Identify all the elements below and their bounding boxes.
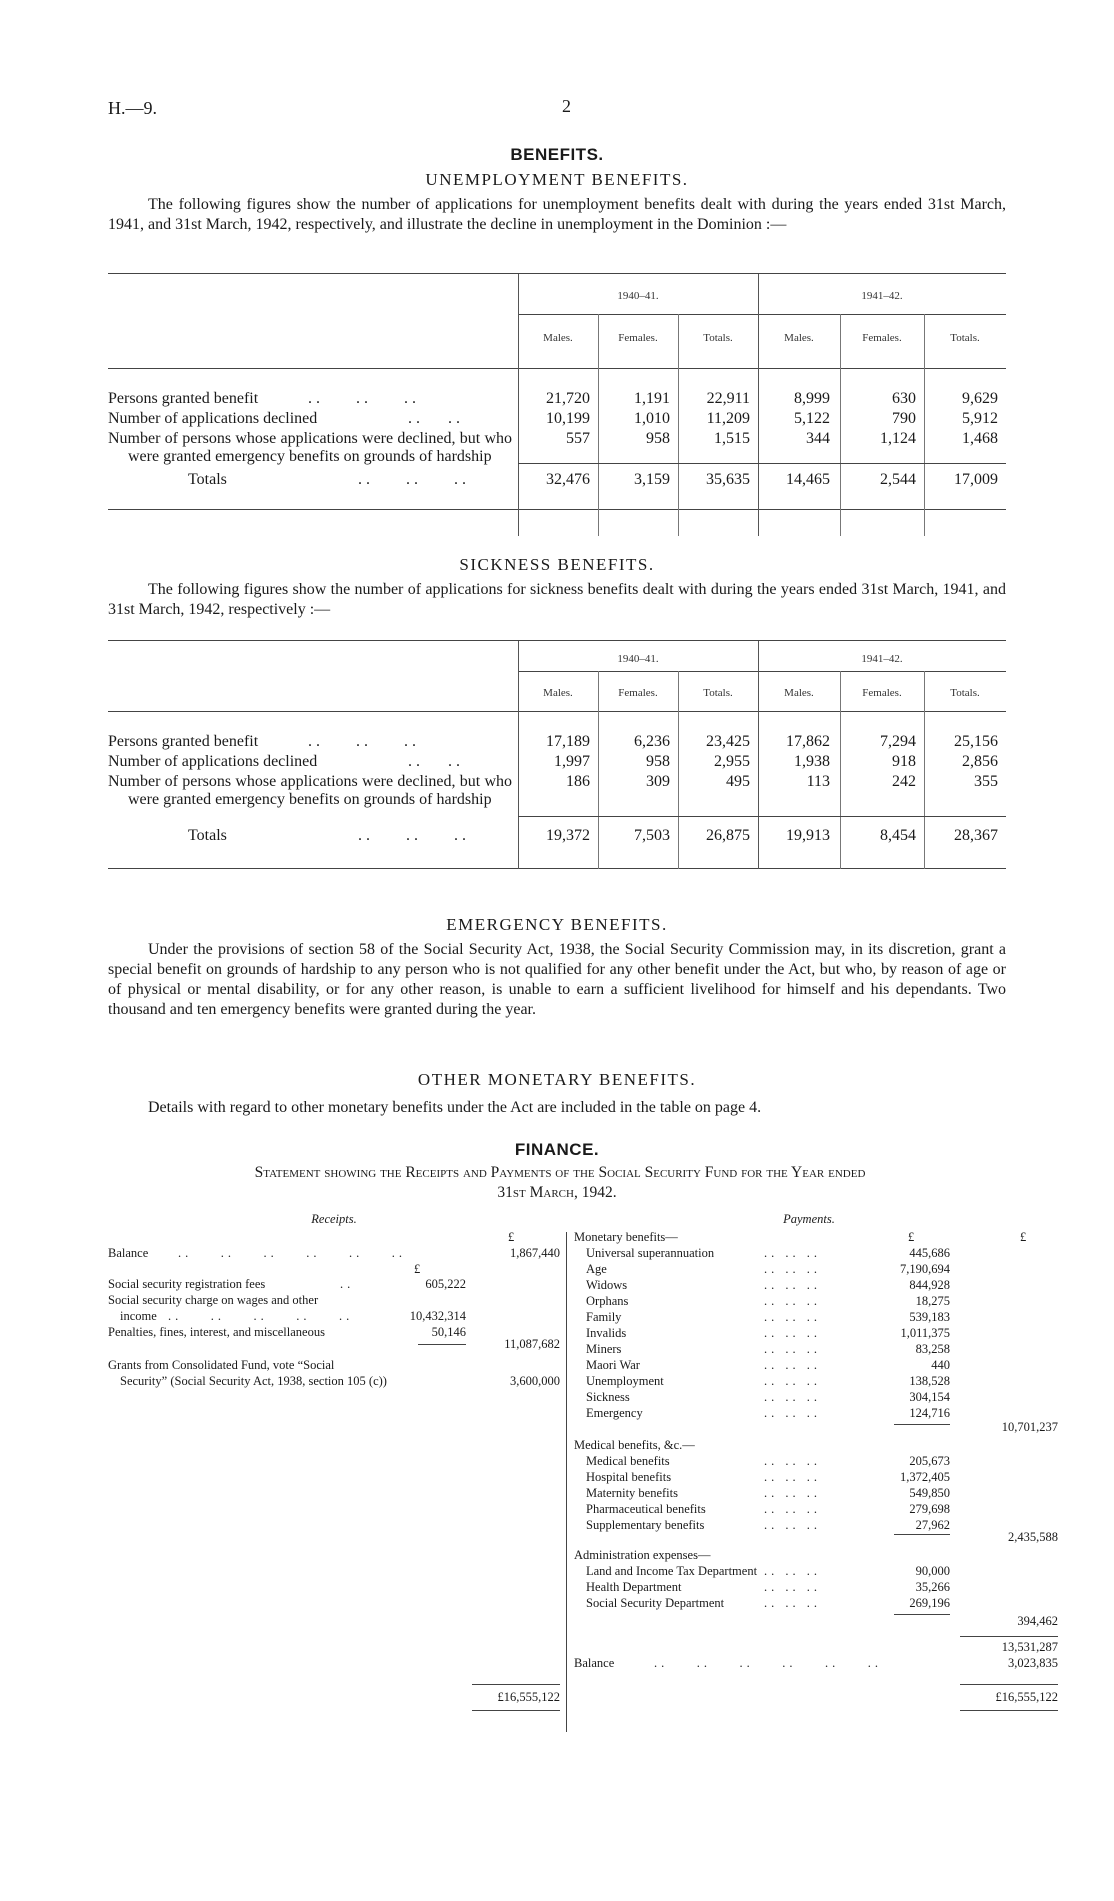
grants-label: Security” (Social Security Act, 1938, section 105 (c)): [120, 1374, 387, 1388]
receipts-heading: Receipts.: [311, 1212, 357, 1226]
cell: 19,372: [546, 827, 590, 844]
payment-item-value: 35,266: [915, 1580, 950, 1594]
pound-symbol: £: [1020, 1230, 1027, 1244]
grants-label: Grants from Consolidated Fund, vote “Social: [108, 1358, 335, 1372]
cell: 6,236: [634, 733, 670, 750]
cell: 2,856: [962, 753, 998, 770]
payment-item-label: Maternity benefits: [586, 1486, 678, 1500]
payments-balance-label: Balance: [574, 1656, 615, 1670]
charge-label: income: [120, 1309, 157, 1323]
payments-column: Payments. Monetary benefits— £ £ Universal superannuation .. .. .. 445,686 Age .. .. .. 7,190,694 Widows .. .. .. 844,928 Orphans .. .. .. 18,275 Family .. .. .. 539,183 Invalids .. .. .. 1,011,375 Miners .. .. .. 83,258 Maori War .. .. .. 440 Unemployment .. .. .. 138,528 Sickness .. .. .. 304,154 Emergency .. .. .. 124,716 10,701,237 Medical benefits, &c.— Medical benefits .. .. .. 205,673 Hospital benefits .. .. .. 1,372,405 Maternity benefits .. .. .. 549,850 Pharmaceutical benefits .. .. .. 279,698 Supplementary benefits .. .. .. 27,962 2,435,588 Administration expenses— Land and Income Tax Department .. .. .. 90,000 Health Department .. .. .. 35,266 Social Security Department .. .. .. 269,196 394,462 13,531,287 Balance .. .. .. .. .. .. 3,023,835 £16,555,122: [574, 1212, 1074, 1752]
cell: 630: [892, 390, 916, 407]
balance-value: 1,867,440: [510, 1246, 560, 1260]
payment-item-value: 440: [931, 1358, 950, 1372]
cell: 9,629: [962, 390, 998, 407]
table-row: Persons granted benefit .. .. .. 21,720 1,191 22,911 8,999 630 9,629: [108, 390, 998, 407]
cell: 1,938: [794, 753, 830, 770]
admin-total: 394,462: [1017, 1614, 1058, 1628]
cell: 14,465: [786, 471, 830, 488]
receipts-total: £16,555,122: [497, 1690, 560, 1704]
cell: 186: [566, 773, 590, 790]
cell: 35,635: [706, 471, 750, 488]
penalties-value: 50,146: [431, 1325, 466, 1339]
statement-date: 31st March, 1942.: [497, 1184, 617, 1201]
cell: 113: [806, 773, 830, 790]
payments-balance-value: 3,023,835: [1008, 1656, 1058, 1670]
cell: 355: [974, 773, 998, 790]
page-ref: H.—9.: [108, 98, 157, 118]
payment-item-value: 124,716: [909, 1406, 950, 1420]
payment-item-value: 18,275: [915, 1294, 950, 1308]
payment-item-value: 304,154: [909, 1390, 950, 1404]
col-totals: Totals.: [703, 332, 733, 344]
col-totals: Totals.: [950, 687, 980, 699]
cell: 7,503: [634, 827, 670, 844]
payment-item-label: Age: [586, 1262, 607, 1276]
payment-item-label: Emergency: [586, 1406, 643, 1420]
cell: 11,209: [706, 410, 750, 427]
col-females: Females.: [862, 332, 902, 344]
monetary-total: 10,701,237: [1001, 1420, 1058, 1434]
receipts-subtotal: 11,087,682: [504, 1337, 560, 1351]
row-label: Number of applications declined: [108, 753, 318, 770]
cell: 309: [646, 773, 670, 790]
grants-value: 3,600,000: [510, 1374, 560, 1388]
col-males: Males.: [543, 687, 573, 699]
fees-label: Social security registration fees: [108, 1277, 266, 1291]
cell: 1,997: [554, 753, 590, 770]
payment-item-label: Maori War: [586, 1358, 640, 1372]
sickness-intro: The following figures show the number of applications for sickness benefits dealt with during the years ended 31st March, 1941, and 31st March, 1942, respectively :—: [108, 581, 1006, 618]
table-row: Persons granted benefit .. .. .. 17,189 6,236 23,425 17,862 7,294 25,156: [108, 733, 998, 750]
cell: 17,862: [786, 733, 830, 750]
year-1940-41: 1940–41.: [617, 290, 659, 302]
row-label: Number of applications declined: [108, 410, 318, 427]
payment-item-label: Land and Income Tax Department: [586, 1564, 758, 1578]
pound-symbol: £: [908, 1230, 915, 1244]
cell: 1,124: [880, 430, 916, 447]
payment-item-value: 7,190,694: [900, 1262, 950, 1276]
statement-title: Statement showing the Receipts and Payments of the Social Security Fund for the Year ended: [254, 1164, 866, 1181]
col-totals: Totals.: [950, 332, 980, 344]
emergency-text: Under the provisions of section 58 of the Social Security Act, 1938, the Social Security Commission may, in its discretion, grant a special benefit on grounds of hardship to any person who is not qualified for any other benefit under the Act, but who, by reason of age or of physical or mental disability, or for any other reason, is unable to earn a sufficient livelihood for himself and his dependants. Two thousand and ten emergency benefits were granted during the year.: [108, 941, 1006, 1018]
payment-item-label: Orphans: [586, 1294, 629, 1308]
payment-item-value: 844,928: [909, 1278, 950, 1292]
balance-label: Balance: [108, 1246, 149, 1260]
payment-item-label: Invalids: [586, 1326, 627, 1340]
payment-item-label: Health Department: [586, 1580, 682, 1594]
payment-item-value: 1,372,405: [900, 1470, 950, 1484]
receipts-column: Receipts. £ Balance .. .. .. .. .. .. 1,867,440 £ Social security registration fees .. 605,222 Social security charge on wages and other income .. .. .. .. .. 10,432,314 Penalties, fines, interest, and miscellaneous 50,146 11,087,682 Grants from Consolidated Fund, vote “Social Security” (Social Security Act, 1938, section 105 (c)) 3,600,000 £16,555,122: [108, 1212, 560, 1752]
payments-heading: Payments.: [783, 1212, 835, 1226]
payment-item-value: 549,850: [909, 1486, 950, 1500]
col-males: Males.: [543, 332, 573, 344]
cell: 7,294: [880, 733, 916, 750]
fees-value: 605,222: [425, 1277, 466, 1291]
payment-item-value: 205,673: [909, 1454, 950, 1468]
emergency-title: EMERGENCY BENEFITS.: [446, 915, 668, 934]
section-title-benefits: BENEFITS.: [510, 145, 604, 164]
cell: 557: [566, 430, 590, 447]
table-row: Number of applications declined .. .. 1,997 958 2,955 1,938 918 2,856: [108, 753, 998, 770]
table-row: [108, 773, 1006, 833]
totals-row: Totals .. .. .. 19,372 7,503 26,875 19,913 8,454 28,367: [188, 827, 998, 844]
payment-item-label: Hospital benefits: [586, 1470, 672, 1484]
payment-item-value: 279,698: [909, 1502, 950, 1516]
payments-total: £16,555,122: [995, 1690, 1058, 1704]
cell: 918: [892, 753, 916, 770]
cell: 344: [806, 430, 830, 447]
cell: 17,009: [954, 471, 998, 488]
year-1940-41: 1940–41.: [617, 653, 659, 665]
totals-label: Totals: [188, 827, 227, 844]
table-row: Number of applications declined .. .. 10,199 1,010 11,209 5,122 790 5,912: [108, 410, 998, 427]
medical-heading: Medical benefits, &c.—: [574, 1438, 695, 1452]
sickness-table: [108, 640, 1006, 869]
payment-item-value: 539,183: [909, 1310, 950, 1324]
cell: 1,191: [634, 390, 670, 407]
cell: 1,468: [962, 430, 998, 447]
cell: 495: [726, 773, 750, 790]
payment-item-label: Supplementary benefits: [586, 1518, 705, 1532]
row-label: Number of persons whose applications were declined, but who were granted emergency benefits on grounds of hardship: [108, 773, 512, 808]
cell: 2,544: [880, 471, 916, 488]
payment-item-label: Universal superannuation: [586, 1246, 715, 1260]
col-females: Females.: [618, 332, 658, 344]
totals-row: Totals .. .. .. 32,476 3,159 35,635 14,465 2,544 17,009: [188, 471, 998, 488]
cell: 958: [646, 430, 670, 447]
payment-item-value: 1,011,375: [900, 1326, 950, 1340]
payment-item-label: Medical benefits: [586, 1454, 670, 1468]
unemployment-intro: The following figures show the number of applications for unemployment benefits dealt with during the years ended 31st March, 1941, and 31st March, 1942, respectively, and illustrate the decline in unemployment in the Dominion :—: [108, 196, 1006, 233]
page-number: 2: [562, 96, 571, 116]
cell: 10,199: [546, 410, 590, 427]
charge-label: Social security charge on wages and other: [108, 1293, 319, 1307]
col-females: Females.: [862, 687, 902, 699]
payment-item-label: Family: [586, 1310, 622, 1324]
cell: 3,159: [634, 471, 670, 488]
cell: 8,999: [794, 390, 830, 407]
payment-item-value: 83,258: [915, 1342, 950, 1356]
payment-item-value: 27,962: [915, 1518, 950, 1532]
row-label: Number of persons whose applications were declined, but who were granted emergency benefits on grounds of hardship: [108, 430, 512, 465]
cell: 790: [892, 410, 916, 427]
cell: 1,515: [714, 430, 750, 447]
unemployment-title: UNEMPLOYMENT BENEFITS.: [425, 170, 689, 189]
payment-item-value: 138,528: [909, 1374, 950, 1388]
charge-value: 10,432,314: [409, 1309, 466, 1323]
col-females: Females.: [618, 687, 658, 699]
sickness-title: SICKNESS BENEFITS.: [459, 555, 655, 574]
cell: 958: [646, 753, 670, 770]
cell: 21,720: [546, 390, 590, 407]
year-1941-42: 1941–42.: [861, 653, 903, 665]
admin-heading: Administration expenses—: [574, 1548, 711, 1562]
pound-symbol: £: [508, 1230, 515, 1244]
cell: 2,955: [714, 753, 750, 770]
cell: 22,911: [706, 390, 750, 407]
col-males: Males.: [784, 332, 814, 344]
payments-subtotal: 13,531,287: [1001, 1640, 1058, 1654]
pound-symbol: £: [414, 1262, 421, 1276]
cell: 26,875: [706, 827, 750, 844]
cell: 5,912: [962, 410, 998, 427]
payment-item-value: 445,686: [909, 1246, 950, 1260]
cell: 23,425: [706, 733, 750, 750]
cell: 32,476: [546, 471, 590, 488]
payment-item-label: Miners: [586, 1342, 622, 1356]
totals-label: Totals: [188, 471, 227, 488]
cell: 242: [892, 773, 916, 790]
penalties-label: Penalties, fines, interest, and miscellaneous: [108, 1325, 325, 1339]
section-title-finance: FINANCE.: [514, 1140, 600, 1159]
cell: 5,122: [794, 410, 830, 427]
monetary-heading: Monetary benefits—: [574, 1230, 678, 1244]
year-1941-42: 1941–42.: [861, 290, 903, 302]
payment-item-label: Social Security Department: [586, 1596, 725, 1610]
payment-item-label: Widows: [586, 1278, 628, 1292]
unemployment-table: [108, 273, 1006, 510]
other-text: Details with regard to other monetary benefits under the Act are included in the table on page 4.: [148, 1099, 762, 1116]
row-label: Persons granted benefit: [108, 390, 259, 407]
payment-item-value: 269,196: [909, 1596, 950, 1610]
cell: 8,454: [880, 827, 916, 844]
cell: 19,913: [786, 827, 830, 844]
payment-item-label: Sickness: [586, 1390, 630, 1404]
cell: 28,367: [954, 827, 998, 844]
other-title: OTHER MONETARY BENEFITS.: [417, 1070, 697, 1089]
payment-item-label: Pharmaceutical benefits: [586, 1502, 706, 1516]
payment-item-value: 90,000: [915, 1564, 950, 1578]
cell: 25,156: [954, 733, 998, 750]
col-males: Males.: [784, 687, 814, 699]
cell: 17,189: [546, 733, 590, 750]
row-label: Persons granted benefit: [108, 733, 259, 750]
cell: 1,010: [634, 410, 670, 427]
col-totals: Totals.: [703, 687, 733, 699]
medical-total: 2,435,588: [1008, 1530, 1058, 1544]
payment-item-label: Unemployment: [586, 1374, 664, 1388]
